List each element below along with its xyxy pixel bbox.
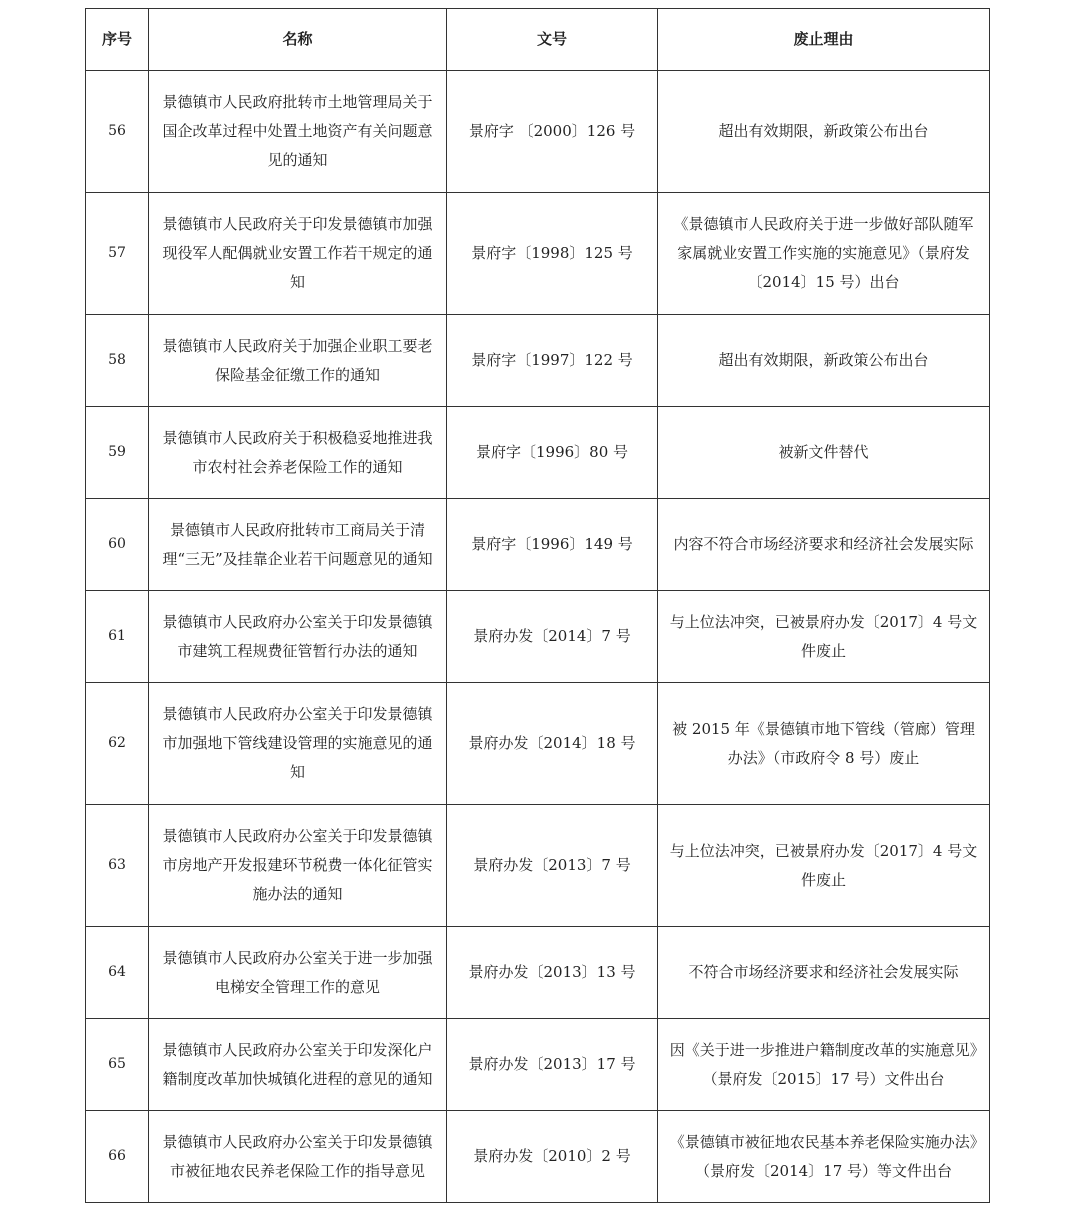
table-row bbox=[86, 193, 990, 315]
row-name: 景德镇市人民政府关于印发景德镇市加强现役军人配偶就业安置工作若干规定的通知 bbox=[149, 193, 447, 315]
row-reason: 与上位法冲突，已被景府办发〔2017〕4 号文件废止 bbox=[658, 591, 990, 683]
row-name: 景德镇市人民政府办公室关于印发景德镇市房地产开发报建环节税费一体化征管实施办法的通知 bbox=[149, 805, 447, 927]
row-reason: 被 2015 年《景德镇市地下管线（管廊）管理办法》（市政府令 8 号）废止 bbox=[658, 683, 990, 805]
row-doc: 景府字〔1997〕122 号 bbox=[447, 315, 658, 407]
row-name: 景德镇市人民政府关于加强企业职工要老保险基金征缴工作的通知 bbox=[149, 315, 447, 407]
row-doc: 景府字〔1996〕80 号 bbox=[447, 407, 658, 499]
row-name: 景德镇市人民政府批转市土地管理局关于国企改革过程中处置土地资产有关问题意见的通知 bbox=[149, 71, 447, 193]
row-doc: 景府字〔1998〕125 号 bbox=[447, 193, 658, 315]
row-reason: 超出有效期限，新政策公布出台 bbox=[658, 315, 990, 407]
table-row bbox=[86, 315, 990, 407]
row-no: 60 bbox=[86, 499, 149, 591]
row-no: 59 bbox=[86, 407, 149, 499]
row-no: 62 bbox=[86, 683, 149, 805]
header-row bbox=[86, 9, 990, 71]
row-reason: 超出有效期限，新政策公布出台 bbox=[658, 71, 990, 193]
table-row bbox=[86, 1019, 990, 1111]
row-reason: 与上位法冲突，已被景府办发〔2017〕4 号文件废止 bbox=[658, 805, 990, 927]
row-reason: 不符合市场经济要求和经济社会发展实际 bbox=[658, 927, 990, 1019]
header-no: 序号 bbox=[86, 9, 149, 71]
row-reason: 《景德镇市被征地农民基本养老保险实施办法》（景府发〔2014〕17 号）等文件出台 bbox=[658, 1111, 990, 1203]
table-row bbox=[86, 927, 990, 1019]
row-no: 64 bbox=[86, 927, 149, 1019]
row-doc: 景府办发〔2013〕7 号 bbox=[447, 805, 658, 927]
row-doc: 景府办发〔2010〕2 号 bbox=[447, 1111, 658, 1203]
row-doc: 景府办发〔2013〕13 号 bbox=[447, 927, 658, 1019]
table-row bbox=[86, 683, 990, 805]
table-row bbox=[86, 1111, 990, 1203]
header-reason: 废止理由 bbox=[658, 9, 990, 71]
row-name: 景德镇市人民政府办公室关于印发景德镇市被征地农民养老保险工作的指导意见 bbox=[149, 1111, 447, 1203]
row-reason: 因《关于进一步推进户籍制度改革的实施意见》（景府发〔2015〕17 号）文件出台 bbox=[658, 1019, 990, 1111]
row-doc: 景府字〔1996〕149 号 bbox=[447, 499, 658, 591]
repeal-table bbox=[85, 8, 990, 1203]
row-doc: 景府办发〔2013〕17 号 bbox=[447, 1019, 658, 1111]
row-reason: 内容不符合市场经济要求和经济社会发展实际 bbox=[658, 499, 990, 591]
row-no: 65 bbox=[86, 1019, 149, 1111]
row-reason: 《景德镇市人民政府关于进一步做好部队随军家属就业安置工作实施的实施意见》（景府发〔2014〕15 号）出台 bbox=[658, 193, 990, 315]
row-name: 景德镇市人民政府办公室关于印发深化户籍制度改革加快城镇化进程的意见的通知 bbox=[149, 1019, 447, 1111]
table-row bbox=[86, 407, 990, 499]
row-doc: 景府办发〔2014〕7 号 bbox=[447, 591, 658, 683]
row-name: 景德镇市人民政府办公室关于进一步加强电梯安全管理工作的意见 bbox=[149, 927, 447, 1019]
header-name: 名称 bbox=[149, 9, 447, 71]
row-doc: 景府字 〔2000〕126 号 bbox=[447, 71, 658, 193]
table-row bbox=[86, 591, 990, 683]
row-no: 66 bbox=[86, 1111, 149, 1203]
header-doc: 文号 bbox=[447, 9, 658, 71]
row-name: 景德镇市人民政府办公室关于印发景德镇市加强地下管线建设管理的实施意见的通知 bbox=[149, 683, 447, 805]
row-name: 景德镇市人民政府关于积极稳妥地推进我市农村社会养老保险工作的通知 bbox=[149, 407, 447, 499]
row-name: 景德镇市人民政府批转市工商局关于清理“三无”及挂靠企业若干问题意见的通知 bbox=[149, 499, 447, 591]
table-row bbox=[86, 71, 990, 193]
row-no: 58 bbox=[86, 315, 149, 407]
table-row bbox=[86, 499, 990, 591]
table-row bbox=[86, 805, 990, 927]
row-doc: 景府办发〔2014〕18 号 bbox=[447, 683, 658, 805]
row-no: 57 bbox=[86, 193, 149, 315]
row-no: 61 bbox=[86, 591, 149, 683]
row-reason: 被新文件替代 bbox=[658, 407, 990, 499]
row-no: 56 bbox=[86, 71, 149, 193]
row-name: 景德镇市人民政府办公室关于印发景德镇市建筑工程规费征管暂行办法的通知 bbox=[149, 591, 447, 683]
row-no: 63 bbox=[86, 805, 149, 927]
